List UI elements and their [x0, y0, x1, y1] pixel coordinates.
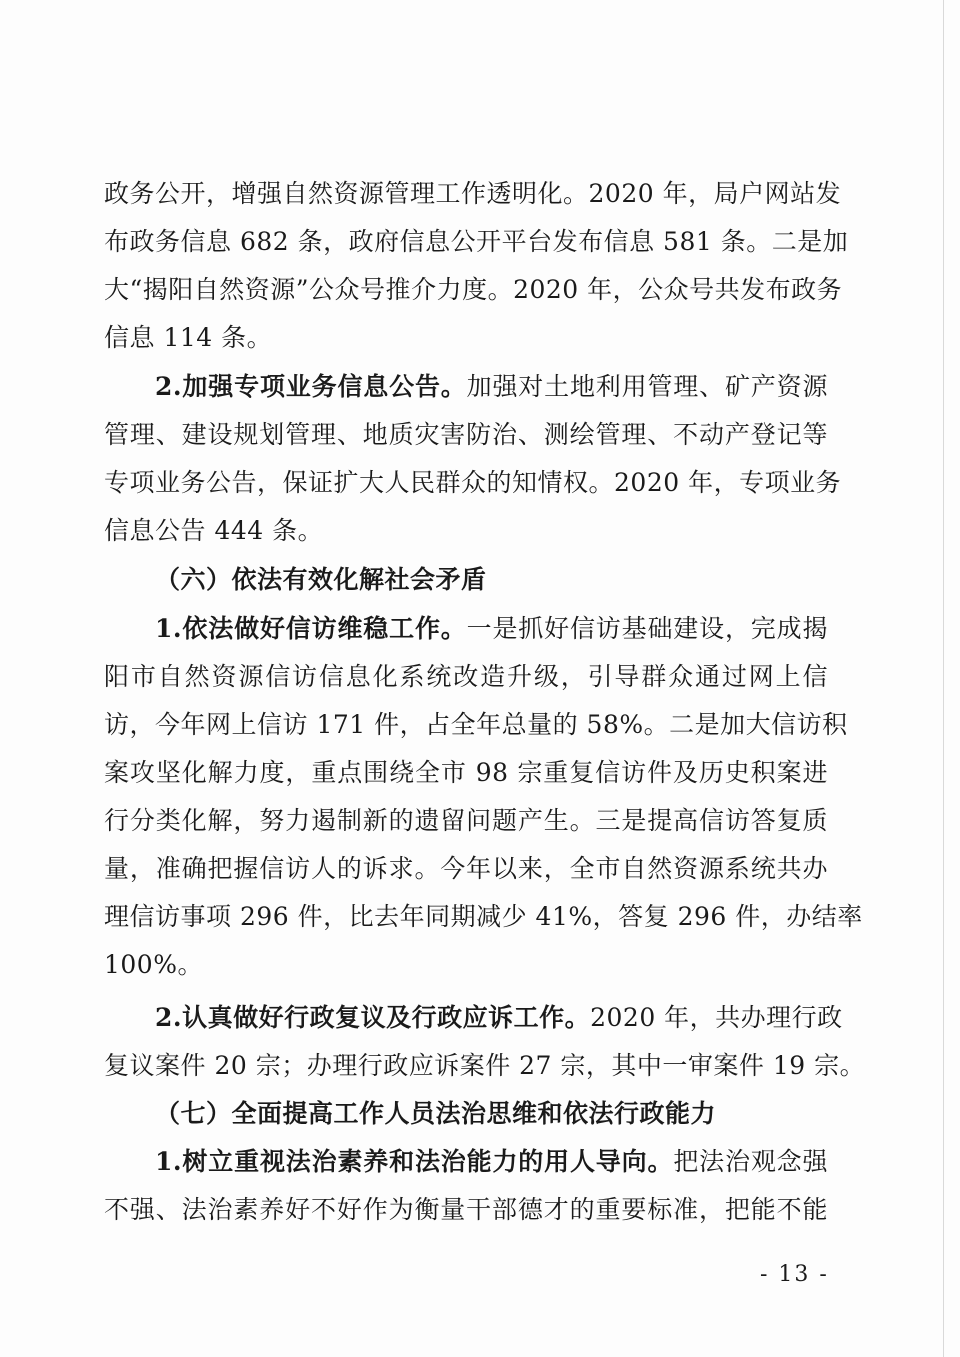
subsection-title: 1.依法做好信访维稳工作。	[155, 614, 467, 643]
text-line: 大“揭阳自然资源”公众号推介力度。2020 年，公众号共发布政务	[104, 275, 843, 304]
section-heading: （七）全面提高工作人员法治思维和依法行政能力	[155, 1099, 717, 1128]
paragraph-lead-line	[155, 1002, 843, 1034]
text-line: 复议案件 20 宗；办理行政应诉案件 27 宗，其中一审案件 19 宗。	[104, 1051, 866, 1080]
text-line: 理信访事项 296 件，比去年同期减少 41%，答复 296 件，办结率	[104, 902, 863, 931]
text-run: 2020 年，共办理行政	[590, 1003, 843, 1032]
text-line: 信息公告 444 条。	[104, 516, 324, 545]
text-line: 100%。	[104, 950, 203, 979]
subsection-title: 1.树立重视法治素养和法治能力的用人导向。	[155, 1147, 674, 1176]
text-run: 把法治观念强	[673, 1147, 828, 1176]
text-line: 信息 114 条。	[104, 323, 273, 352]
section-heading: （六）依法有效化解社会矛盾	[155, 565, 487, 594]
text-line: 管理、建设规划管理、地质灾害防治、测绘管理、不动产登记等	[104, 420, 828, 449]
text-line: 阳市自然资源信访信息化系统改造升级，引导群众通过网上信	[104, 662, 828, 691]
page-number: - 13 -	[760, 1262, 829, 1287]
text-line: 案攻坚化解力度，重点围绕全市 98 宗重复信访件及历史积案进	[104, 758, 828, 787]
text-line: 量，准确把握信访人的诉求。今年以来，全市自然资源系统共办	[104, 854, 828, 883]
text-run: 加强对土地利用管理、矿产资源	[466, 372, 828, 401]
text-line: 布政务信息 682 条，政府信息公开平台发布信息 581 条。二是加	[104, 227, 849, 256]
subsection-title: 2.认真做好行政复议及行政应诉工作。	[155, 1003, 591, 1032]
paragraph-lead-line	[155, 371, 828, 403]
subsection-title: 2.加强专项业务信息公告。	[155, 372, 467, 401]
text-line: 行分类化解，努力遏制新的遗留问题产生。三是提高信访答复质	[104, 806, 828, 835]
text-line: 访，今年网上信访 171 件，占全年总量的 58%。二是加大信访积	[104, 710, 848, 739]
page-edge-divider	[943, 0, 944, 1357]
text-line: 专项业务公告，保证扩大人民群众的知情权。2020 年，专项业务	[104, 468, 842, 497]
paragraph-lead-line	[155, 613, 828, 645]
text-line: 政务公开，增强自然资源管理工作透明化。2020 年，局户网站发	[104, 179, 842, 208]
text-line: 不强、法治素养好不好作为衡量干部德才的重要标准，把能不能	[104, 1195, 828, 1224]
text-run: 一是抓好信访基础建设，完成揭	[466, 614, 828, 643]
paragraph-lead-line	[155, 1146, 828, 1178]
